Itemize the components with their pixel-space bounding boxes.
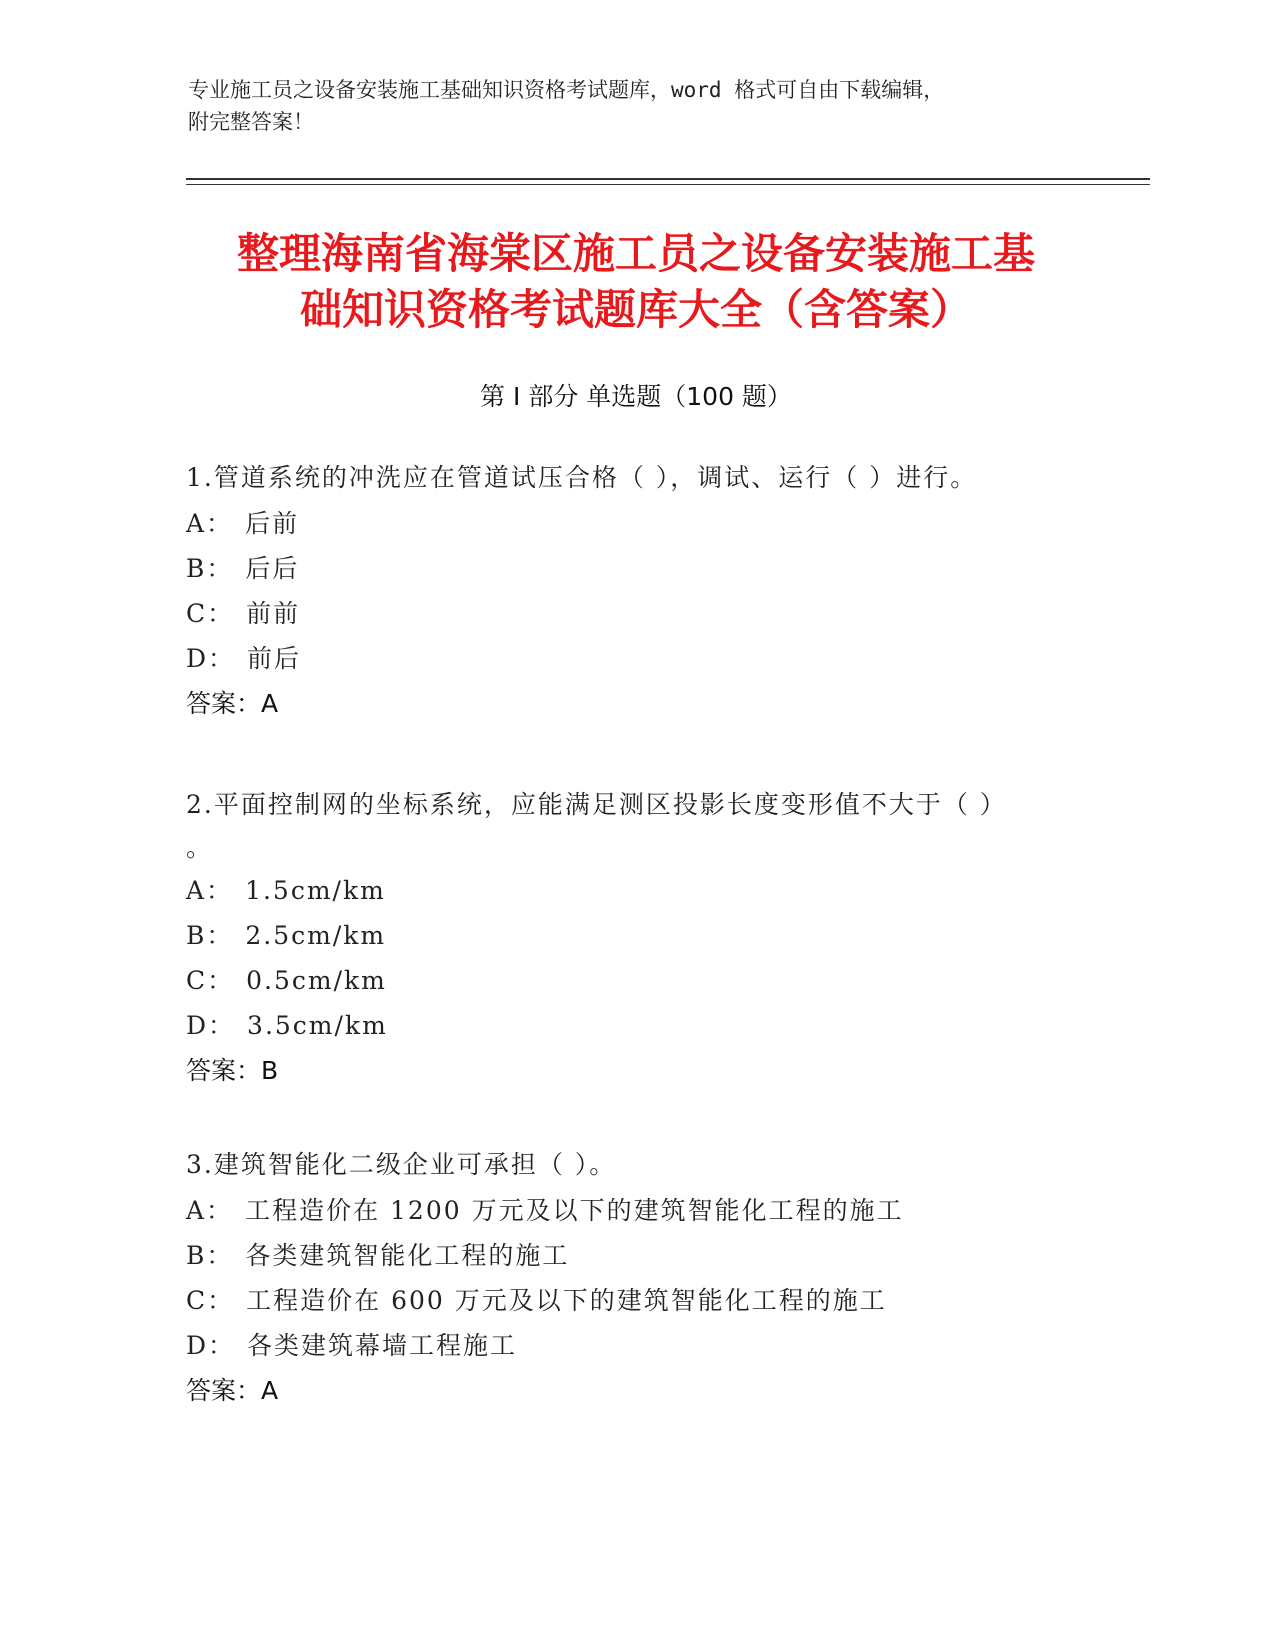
header-note-line-1: 专业施工员之设备安装施工基础知识资格考试题库，word 格式可自由下载编辑， <box>188 78 945 102</box>
option-text: 2.5cm/km <box>245 921 387 950</box>
option-text: 各类建筑幕墙工程施工 <box>247 1331 518 1360</box>
option-letter: B： <box>186 921 234 950</box>
header-divider-thin <box>186 184 1150 185</box>
answer-line: 答案：B <box>186 1056 279 1085</box>
question-stem-continuation: 。 <box>186 833 214 862</box>
document-title <box>186 226 1086 338</box>
question-3 <box>186 1142 1086 1414</box>
option-a <box>186 1188 1086 1233</box>
option-a <box>186 501 1086 546</box>
option-letter: B： <box>186 1241 234 1270</box>
option-text: 前前 <box>246 599 301 628</box>
option-c <box>186 1278 1086 1323</box>
option-text: 工程造价在 600 万元及以下的建筑智能化工程的施工 <box>246 1286 887 1315</box>
option-b <box>186 913 1086 958</box>
document-title-line-1: 整理海南省海棠区施工员之设备安装施工基 <box>236 229 1035 278</box>
option-text: 前后 <box>247 644 302 673</box>
option-letter: C： <box>186 1286 235 1315</box>
option-letter: C： <box>186 599 235 628</box>
option-text: 后前 <box>245 509 300 538</box>
option-letter: D： <box>186 1011 236 1040</box>
question-stem: 3.建筑智能化二级企业可承担（ ）。 <box>186 1150 617 1179</box>
option-b <box>186 546 1086 591</box>
section-heading: 第 I 部分 单选题（100 题） <box>480 382 792 411</box>
header-divider-thick <box>186 178 1150 180</box>
option-d <box>186 636 1086 681</box>
option-c <box>186 958 1086 1003</box>
option-text: 工程造价在 1200 万元及以下的建筑智能化工程的施工 <box>245 1196 904 1225</box>
answer-line: 答案：A <box>186 689 279 718</box>
option-text: 3.5cm/km <box>247 1011 388 1040</box>
question-2 <box>186 782 1086 1094</box>
option-b <box>186 1233 1086 1278</box>
header-note <box>188 74 1088 138</box>
option-c <box>186 591 1086 636</box>
option-letter: A： <box>186 876 234 905</box>
option-a <box>186 868 1086 913</box>
option-letter: A： <box>186 1196 234 1225</box>
header-note-line-2: 附完整答案！ <box>188 110 314 134</box>
option-text: 后后 <box>245 554 300 583</box>
option-text: 0.5cm/km <box>246 966 387 995</box>
option-letter: C： <box>186 966 235 995</box>
option-text: 各类建筑智能化工程的施工 <box>245 1241 570 1270</box>
question-stem: 1.管道系统的冲洗应在管道试压合格（ ），调试、运行（ ）进行。 <box>186 463 978 492</box>
option-text: 1.5cm/km <box>245 876 386 905</box>
question-1 <box>186 455 1086 727</box>
option-letter: D： <box>186 644 236 673</box>
question-stem: 2.平面控制网的坐标系统，应能满足测区投影长度变形值不大于（ ） <box>186 790 1007 819</box>
answer-line: 答案：A <box>186 1376 279 1405</box>
option-d <box>186 1003 1086 1048</box>
document-title-line-2: 础知识资格考试题库大全（含答案） <box>299 285 972 334</box>
option-d <box>186 1323 1086 1368</box>
option-letter: A： <box>186 509 234 538</box>
option-letter: B： <box>186 554 234 583</box>
option-letter: D： <box>186 1331 236 1360</box>
